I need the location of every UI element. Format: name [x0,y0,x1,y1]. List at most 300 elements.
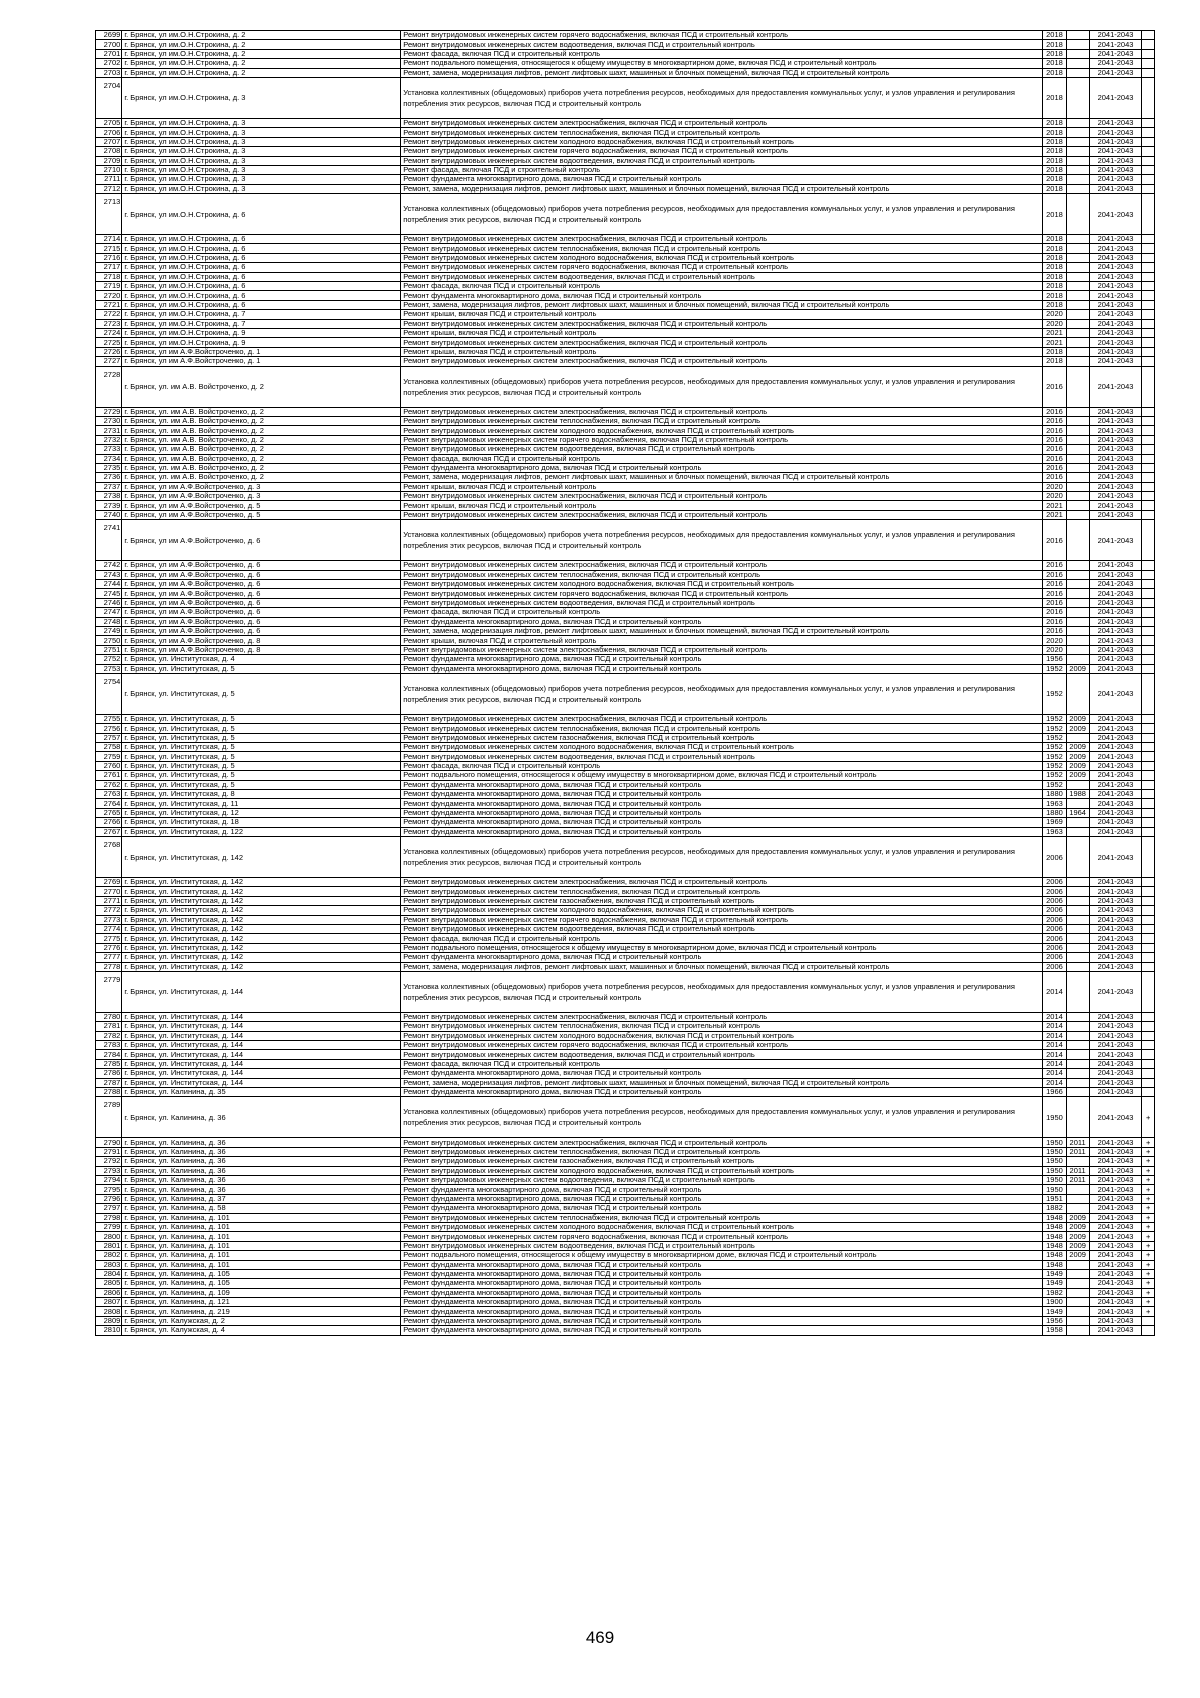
row-mark [1142,253,1155,262]
row-planned-period: 2041-2043 [1089,184,1142,193]
table-row [96,492,1155,501]
row-work-type: Ремонт фундамента многоквартирного дома, включая ПСД и строительный контроль [401,1269,1043,1278]
row-address: г. Брянск, ул. Институтская, д. 18 [122,818,401,827]
row-work-type: Установка коллективных (общедомовых) приборов учета потребления ресурсов, необходимых для предоставления коммунальных услуг, и узлов управления и регулирования потребления этих ресурсов, включая ПСД и строительный контроль [401,194,1043,235]
row-year-overhaul: 2011 [1066,1166,1089,1175]
row-work-type: Ремонт внутридомовых инженерных систем теплоснабжения, включая ПСД и строительный контроль [401,1213,1043,1222]
row-address: г. Брянск, ул им.О.Н.Строкина, д. 6 [122,244,401,253]
row-mark [1142,943,1155,952]
row-mark [1142,934,1155,943]
row-planned-period: 2041-2043 [1089,1147,1142,1156]
row-number: 2810 [96,1326,122,1335]
row-mark [1142,165,1155,174]
row-work-type: Ремонт внутридомовых инженерных систем электроснабжения, включая ПСД и строительный контроль [401,357,1043,366]
row-year-overhaul [1066,482,1089,491]
table-row [96,878,1155,887]
row-address: г. Брянск, ул. Институтская, д. 5 [122,771,401,780]
table-row [96,118,1155,127]
row-work-type: Ремонт, замена, модернизация лифтов, ремонт лифтовых шахт, машинных и блочных помещений, включая ПСД и строительный контроль [401,473,1043,482]
table-row [96,934,1155,943]
row-planned-period: 2041-2043 [1089,49,1142,58]
row-mark [1142,570,1155,579]
row-address: г. Брянск, ул. Калинина, д. 37 [122,1194,401,1203]
row-mark [1142,347,1155,356]
row-number: 2805 [96,1279,122,1288]
row-mark [1142,426,1155,435]
row-address: г. Брянск, ул. Институтская, д. 142 [122,837,401,878]
row-work-type: Установка коллективных (общедомовых) приборов учета потребления ресурсов, необходимых для предоставления коммунальных услуг, и узлов управления и регулирования потребления этих ресурсов, включая ПСД и строительный контроль [401,77,1043,118]
row-year-overhaul [1066,1194,1089,1203]
table-row [96,272,1155,281]
row-planned-period: 2041-2043 [1089,1288,1142,1297]
row-number: 2721 [96,300,122,309]
row-work-type: Ремонт внутридомовых инженерных систем холодного водоснабжения, включая ПСД и строительный контроль [401,1222,1043,1231]
row-address: г. Брянск, ул. Калужская, д. 2 [122,1316,401,1325]
row-mark [1142,366,1155,407]
row-work-type: Ремонт фундамента многоквартирного дома, включая ПСД и строительный контроль [401,1316,1043,1325]
table-row [96,808,1155,817]
row-mark [1142,1031,1155,1040]
row-number: 2775 [96,934,122,943]
row-year-built: 2016 [1043,617,1066,626]
row-planned-period: 2041-2043 [1089,1222,1142,1231]
row-address: г. Брянск, ул им А.Ф.Войстроченко, д. 3 [122,482,401,491]
row-number: 2799 [96,1222,122,1231]
row-year-built: 2006 [1043,906,1066,915]
row-work-type: Ремонт внутридомовых инженерных систем холодного водоснабжения, включая ПСД и строительный контроль [401,426,1043,435]
row-year-built: 2006 [1043,887,1066,896]
registry-table [95,30,1155,1336]
row-address: г. Брянск, ул им А.Ф.Войстроченко, д. 6 [122,570,401,579]
row-address: г. Брянск, ул. Институтская, д. 8 [122,790,401,799]
row-number: 2793 [96,1166,122,1175]
row-mark [1142,520,1155,561]
row-work-type: Ремонт внутридомовых инженерных систем газоснабжения, включая ПСД и строительный контроль [401,1157,1043,1166]
row-year-built: 2018 [1043,244,1066,253]
row-work-type: Ремонт внутридомовых инженерных систем электроснабжения, включая ПСД и строительный контроль [401,407,1043,416]
table-row [96,463,1155,472]
row-number: 2734 [96,454,122,463]
row-year-overhaul [1066,1288,1089,1297]
row-address: г. Брянск, ул им.О.Н.Строкина, д. 2 [122,31,401,40]
row-planned-period: 2041-2043 [1089,924,1142,933]
row-address: г. Брянск, ул. Калинина, д. 36 [122,1185,401,1194]
row-year-overhaul: 2011 [1066,1147,1089,1156]
table-row [96,906,1155,915]
row-mark [1142,818,1155,827]
row-year-overhaul [1066,1307,1089,1316]
row-year-built: 1952 [1043,752,1066,761]
row-work-type: Установка коллективных (общедомовых) приборов учета потребления ресурсов, необходимых для предоставления коммунальных услуг, и узлов управления и регулирования потребления этих ресурсов, включая ПСД и строительный контроль [401,971,1043,1012]
row-planned-period: 2041-2043 [1089,473,1142,482]
table-row [96,1138,1155,1147]
table-row [96,435,1155,444]
row-number: 2740 [96,510,122,519]
row-year-overhaul: 2011 [1066,1175,1089,1184]
row-year-overhaul [1066,636,1089,645]
row-planned-period: 2041-2043 [1089,492,1142,501]
row-year-overhaul [1066,1088,1089,1097]
row-mark [1142,645,1155,654]
row-address: г. Брянск, ул им.О.Н.Строкина, д. 6 [122,282,401,291]
row-number: 2803 [96,1260,122,1269]
row-year-built: 2018 [1043,40,1066,49]
row-work-type: Ремонт внутридомовых инженерных систем электроснабжения, включая ПСД и строительный контроль [401,714,1043,723]
row-number: 2802 [96,1251,122,1260]
row-year-built: 1950 [1043,1185,1066,1194]
row-year-built: 2020 [1043,310,1066,319]
row-planned-period: 2041-2043 [1089,1251,1142,1260]
table-row [96,49,1155,58]
row-number: 2779 [96,971,122,1012]
table-row [96,1269,1155,1278]
row-year-built: 1956 [1043,1316,1066,1325]
row-planned-period: 2041-2043 [1089,1204,1142,1213]
row-address: г. Брянск, ул им А.Ф.Войстроченко, д. 6 [122,589,401,598]
row-number: 2705 [96,118,122,127]
row-year-built: 2021 [1043,338,1066,347]
row-year-built: 2018 [1043,77,1066,118]
row-work-type: Ремонт подвального помещения, относящегося к общему имуществу в многоквартирном доме, включая ПСД и строительный контроль [401,943,1043,952]
row-number: 2760 [96,761,122,770]
row-mark [1142,837,1155,878]
row-mark [1142,598,1155,607]
row-number: 2707 [96,137,122,146]
row-planned-period: 2041-2043 [1089,561,1142,570]
row-year-built: 2018 [1043,49,1066,58]
table-row [96,454,1155,463]
row-work-type: Ремонт внутридомовых инженерных систем теплоснабжения, включая ПСД и строительный контроль [401,128,1043,137]
row-mark: + [1142,1175,1155,1184]
row-mark [1142,454,1155,463]
row-planned-period: 2041-2043 [1089,887,1142,896]
row-year-built: 2016 [1043,426,1066,435]
row-address: г. Брянск, ул. Калинина, д. 36 [122,1175,401,1184]
row-year-built: 2018 [1043,147,1066,156]
row-planned-period: 2041-2043 [1089,310,1142,319]
row-planned-period: 2041-2043 [1089,1059,1142,1068]
row-planned-period: 2041-2043 [1089,1138,1142,1147]
row-planned-period: 2041-2043 [1089,1069,1142,1078]
row-year-overhaul [1066,357,1089,366]
row-work-type: Ремонт подвального помещения, относящегося к общему имуществу в многоквартирном доме, включая ПСД и строительный контроль [401,771,1043,780]
row-address: г. Брянск, ул им.О.Н.Строкина, д. 3 [122,156,401,165]
table-row [96,752,1155,761]
row-year-overhaul: 2009 [1066,761,1089,770]
row-address: г. Брянск, ул. им А.В. Войстроченко, д. 2 [122,366,401,407]
row-planned-period: 2041-2043 [1089,366,1142,407]
row-work-type: Ремонт внутридомовых инженерных систем горячего водоснабжения, включая ПСД и строительный контроль [401,263,1043,272]
row-address: г. Брянск, ул. им А.В. Войстроченко, д. 2 [122,445,401,454]
row-work-type: Ремонт внутридомовых инженерных систем теплоснабжения, включая ПСД и строительный контроль [401,1022,1043,1031]
row-number: 2732 [96,435,122,444]
row-number: 2791 [96,1147,122,1156]
row-year-overhaul [1066,1041,1089,1050]
row-year-built: 2021 [1043,501,1066,510]
row-year-overhaul [1066,1069,1089,1078]
row-planned-period: 2041-2043 [1089,790,1142,799]
row-year-built: 1952 [1043,733,1066,742]
row-work-type: Ремонт подвального помещения, относящегося к общему имуществу в многоквартирном доме, включая ПСД и строительный контроль [401,1251,1043,1260]
row-year-overhaul [1066,291,1089,300]
row-year-built: 2016 [1043,608,1066,617]
row-year-built: 1948 [1043,1251,1066,1260]
row-work-type: Ремонт внутридомовых инженерных систем электроснабжения, включая ПСД и строительный контроль [401,878,1043,887]
row-year-overhaul [1066,68,1089,77]
row-year-overhaul [1066,184,1089,193]
row-work-type: Ремонт фундамента многоквартирного дома, включая ПСД и строительный контроль [401,790,1043,799]
row-number: 2735 [96,463,122,472]
row-address: г. Брянск, ул им.О.Н.Строкина, д. 7 [122,310,401,319]
table-row [96,1097,1155,1138]
row-planned-period: 2041-2043 [1089,1185,1142,1194]
row-planned-period: 2041-2043 [1089,743,1142,752]
row-number: 2724 [96,328,122,337]
row-mark [1142,31,1155,40]
row-year-overhaul [1066,492,1089,501]
row-work-type: Ремонт внутридомовых инженерных систем водоотведения, включая ПСД и строительный контроль [401,272,1043,281]
row-year-overhaul [1066,589,1089,598]
row-address: г. Брянск, ул им А.Ф.Войстроченко, д. 5 [122,501,401,510]
row-work-type: Ремонт фундамента многоквартирного дома, включая ПСД и строительный контроль [401,827,1043,836]
row-mark [1142,463,1155,472]
row-mark [1142,118,1155,127]
table-row [96,827,1155,836]
row-address: г. Брянск, ул. Институтская, д. 142 [122,934,401,943]
row-number: 2774 [96,924,122,933]
row-mark [1142,416,1155,425]
row-mark [1142,971,1155,1012]
row-planned-period: 2041-2043 [1089,338,1142,347]
row-planned-period: 2041-2043 [1089,580,1142,589]
table-row [96,68,1155,77]
row-year-overhaul [1066,59,1089,68]
row-number: 2785 [96,1059,122,1068]
row-address: г. Брянск, ул им.О.Н.Строкина, д. 3 [122,175,401,184]
table-row [96,733,1155,742]
row-number: 2796 [96,1194,122,1203]
row-address: г. Брянск, ул. Калинина, д. 101 [122,1241,401,1250]
table-row [96,608,1155,617]
row-mark [1142,235,1155,244]
row-planned-period: 2041-2043 [1089,445,1142,454]
row-work-type: Ремонт крыши, включая ПСД и строительный контроль [401,310,1043,319]
row-year-built: 2014 [1043,1012,1066,1021]
table-row [96,1298,1155,1307]
row-year-overhaul [1066,40,1089,49]
row-year-overhaul [1066,924,1089,933]
row-number: 2809 [96,1316,122,1325]
row-number: 2765 [96,808,122,817]
table-row [96,156,1155,165]
row-planned-period: 2041-2043 [1089,482,1142,491]
table-row [96,962,1155,971]
row-year-overhaul [1066,147,1089,156]
row-year-overhaul [1066,1326,1089,1335]
row-work-type: Ремонт фасада, включая ПСД и строительный контроль [401,282,1043,291]
table-row [96,473,1155,482]
row-year-overhaul [1066,520,1089,561]
row-number: 2731 [96,426,122,435]
row-address: г. Брянск, ул им А.Ф.Войстроченко, д. 3 [122,492,401,501]
row-mark: + [1142,1222,1155,1231]
row-mark [1142,924,1155,933]
row-year-overhaul [1066,1097,1089,1138]
page-number: 469 [585,1628,615,1647]
table-row [96,338,1155,347]
row-mark [1142,156,1155,165]
row-year-built: 2006 [1043,837,1066,878]
row-address: г. Брянск, ул им.О.Н.Строкина, д. 3 [122,165,401,174]
row-address: г. Брянск, ул. Институтская, д. 122 [122,827,401,836]
row-work-type: Ремонт внутридомовых инженерных систем водоотведения, включая ПСД и строительный контроль [401,752,1043,761]
row-work-type: Ремонт внутридомовых инженерных систем водоотведения, включая ПСД и строительный контроль [401,156,1043,165]
table-row [96,59,1155,68]
row-work-type: Ремонт фундамента многоквартирного дома, включая ПСД и строительный контроль [401,799,1043,808]
table-row [96,645,1155,654]
row-year-overhaul [1066,1157,1089,1166]
row-mark [1142,338,1155,347]
row-year-built: 2020 [1043,636,1066,645]
row-year-overhaul [1066,626,1089,635]
row-mark [1142,589,1155,598]
row-mark: + [1142,1251,1155,1260]
row-work-type: Ремонт фундамента многоквартирного дома, включая ПСД и строительный контроль [401,1307,1043,1316]
row-work-type: Ремонт внутридомовых инженерных систем горячего водоснабжения, включая ПСД и строительный контроль [401,147,1043,156]
row-year-overhaul [1066,962,1089,971]
row-year-overhaul [1066,473,1089,482]
row-mark [1142,1050,1155,1059]
row-number: 2728 [96,366,122,407]
row-number: 2753 [96,664,122,673]
registry-body [96,31,1155,1336]
table-row [96,31,1155,40]
row-number: 2704 [96,77,122,118]
row-number: 2790 [96,1138,122,1147]
row-mark [1142,137,1155,146]
row-number: 2787 [96,1078,122,1087]
row-year-built: 2006 [1043,962,1066,971]
row-work-type: Ремонт внутридомовых инженерных систем электроснабжения, включая ПСД и строительный контроль [401,338,1043,347]
row-work-type: Ремонт фасада, включая ПСД и строительный контроль [401,49,1043,58]
row-number: 2770 [96,887,122,896]
table-row [96,1175,1155,1184]
row-work-type: Ремонт крыши, включая ПСД и строительный контроль [401,501,1043,510]
row-address: г. Брянск, ул им.О.Н.Строкина, д. 6 [122,253,401,262]
row-year-overhaul [1066,501,1089,510]
row-number: 2758 [96,743,122,752]
row-planned-period: 2041-2043 [1089,943,1142,952]
row-planned-period: 2041-2043 [1089,589,1142,598]
row-work-type: Установка коллективных (общедомовых) приборов учета потребления ресурсов, необходимых для предоставления коммунальных услуг, и узлов управления и регулирования потребления этих ресурсов, включая ПСД и строительный контроль [401,673,1043,714]
row-year-built: 2006 [1043,878,1066,887]
row-year-overhaul [1066,645,1089,654]
row-planned-period: 2041-2043 [1089,1166,1142,1175]
row-work-type: Ремонт, замена, модернизация лифтов, ремонт лифтовых шахт, машинных и блочных помещений, включая ПСД и строительный контроль [401,962,1043,971]
row-address: г. Брянск, ул. им А.В. Войстроченко, д. 2 [122,454,401,463]
row-address: г. Брянск, ул им.О.Н.Строкина, д. 3 [122,184,401,193]
row-year-built: 1952 [1043,780,1066,789]
row-number: 2795 [96,1185,122,1194]
row-mark [1142,175,1155,184]
row-year-built: 2014 [1043,1059,1066,1068]
row-mark [1142,357,1155,366]
row-number: 2745 [96,589,122,598]
row-work-type: Ремонт внутридомовых инженерных систем электроснабжения, включая ПСД и строительный контроль [401,561,1043,570]
row-year-built: 1950 [1043,1147,1066,1156]
row-year-built: 1880 [1043,790,1066,799]
row-year-built: 2016 [1043,580,1066,589]
table-row [96,971,1155,1012]
row-work-type: Ремонт фундамента многоквартирного дома, включая ПСД и строительный контроль [401,818,1043,827]
row-address: г. Брянск, ул им.О.Н.Строкина, д. 3 [122,128,401,137]
row-planned-period: 2041-2043 [1089,827,1142,836]
row-number: 2777 [96,953,122,962]
row-planned-period: 2041-2043 [1089,1022,1142,1031]
table-row [96,426,1155,435]
row-planned-period: 2041-2043 [1089,808,1142,817]
row-address: г. Брянск, ул им А.Ф.Войстроченко, д. 6 [122,580,401,589]
row-year-overhaul [1066,915,1089,924]
row-address: г. Брянск, ул. Институтская, д. 142 [122,915,401,924]
row-work-type: Ремонт внутридомовых инженерных систем горячего водоснабжения, включая ПСД и строительный контроль [401,1041,1043,1050]
row-number: 2776 [96,943,122,952]
row-number: 2769 [96,878,122,887]
row-mark [1142,68,1155,77]
row-number: 2761 [96,771,122,780]
row-planned-period: 2041-2043 [1089,636,1142,645]
table-row [96,300,1155,309]
row-mark [1142,501,1155,510]
row-address: г. Брянск, ул. Калинина, д. 36 [122,1147,401,1156]
row-work-type: Ремонт, замена, модернизация лифтов, ремонт лифтовых шахт, машинных и блочных помещений, включая ПСД и строительный контроль [401,68,1043,77]
row-address: г. Брянск, ул. Институтская, д. 142 [122,953,401,962]
row-planned-period: 2041-2043 [1089,608,1142,617]
row-year-built: 2016 [1043,366,1066,407]
row-work-type: Ремонт, замена, модернизация лифтов, ремонт лифтовых шахт, машинных и блочных помещений, включая ПСД и строительный контроль [401,184,1043,193]
row-number: 2782 [96,1031,122,1040]
row-planned-period: 2041-2043 [1089,570,1142,579]
row-work-type: Ремонт внутридомовых инженерных систем водоотведения, включая ПСД и строительный контроль [401,598,1043,607]
row-year-built: 2016 [1043,570,1066,579]
row-planned-period: 2041-2043 [1089,761,1142,770]
row-number: 2746 [96,598,122,607]
table-row [96,184,1155,193]
row-number: 2713 [96,194,122,235]
row-mark: + [1142,1213,1155,1222]
table-row [96,943,1155,952]
row-mark [1142,1041,1155,1050]
row-work-type: Ремонт фасада, включая ПСД и строительный контроль [401,761,1043,770]
row-year-overhaul [1066,1316,1089,1325]
row-year-overhaul: 2009 [1066,1251,1089,1260]
table-row [96,780,1155,789]
row-number: 2706 [96,128,122,137]
table-row [96,924,1155,933]
table-row [96,1251,1155,1260]
row-year-built: 2018 [1043,235,1066,244]
row-planned-period: 2041-2043 [1089,962,1142,971]
row-year-built: 1950 [1043,1166,1066,1175]
row-planned-period: 2041-2043 [1089,1232,1142,1241]
row-address: г. Брянск, ул. Калинина, д. 101 [122,1260,401,1269]
row-year-overhaul [1066,282,1089,291]
row-planned-period: 2041-2043 [1089,175,1142,184]
row-year-built: 2006 [1043,896,1066,905]
row-planned-period: 2041-2043 [1089,347,1142,356]
row-planned-period: 2041-2043 [1089,137,1142,146]
row-mark: + [1142,1185,1155,1194]
